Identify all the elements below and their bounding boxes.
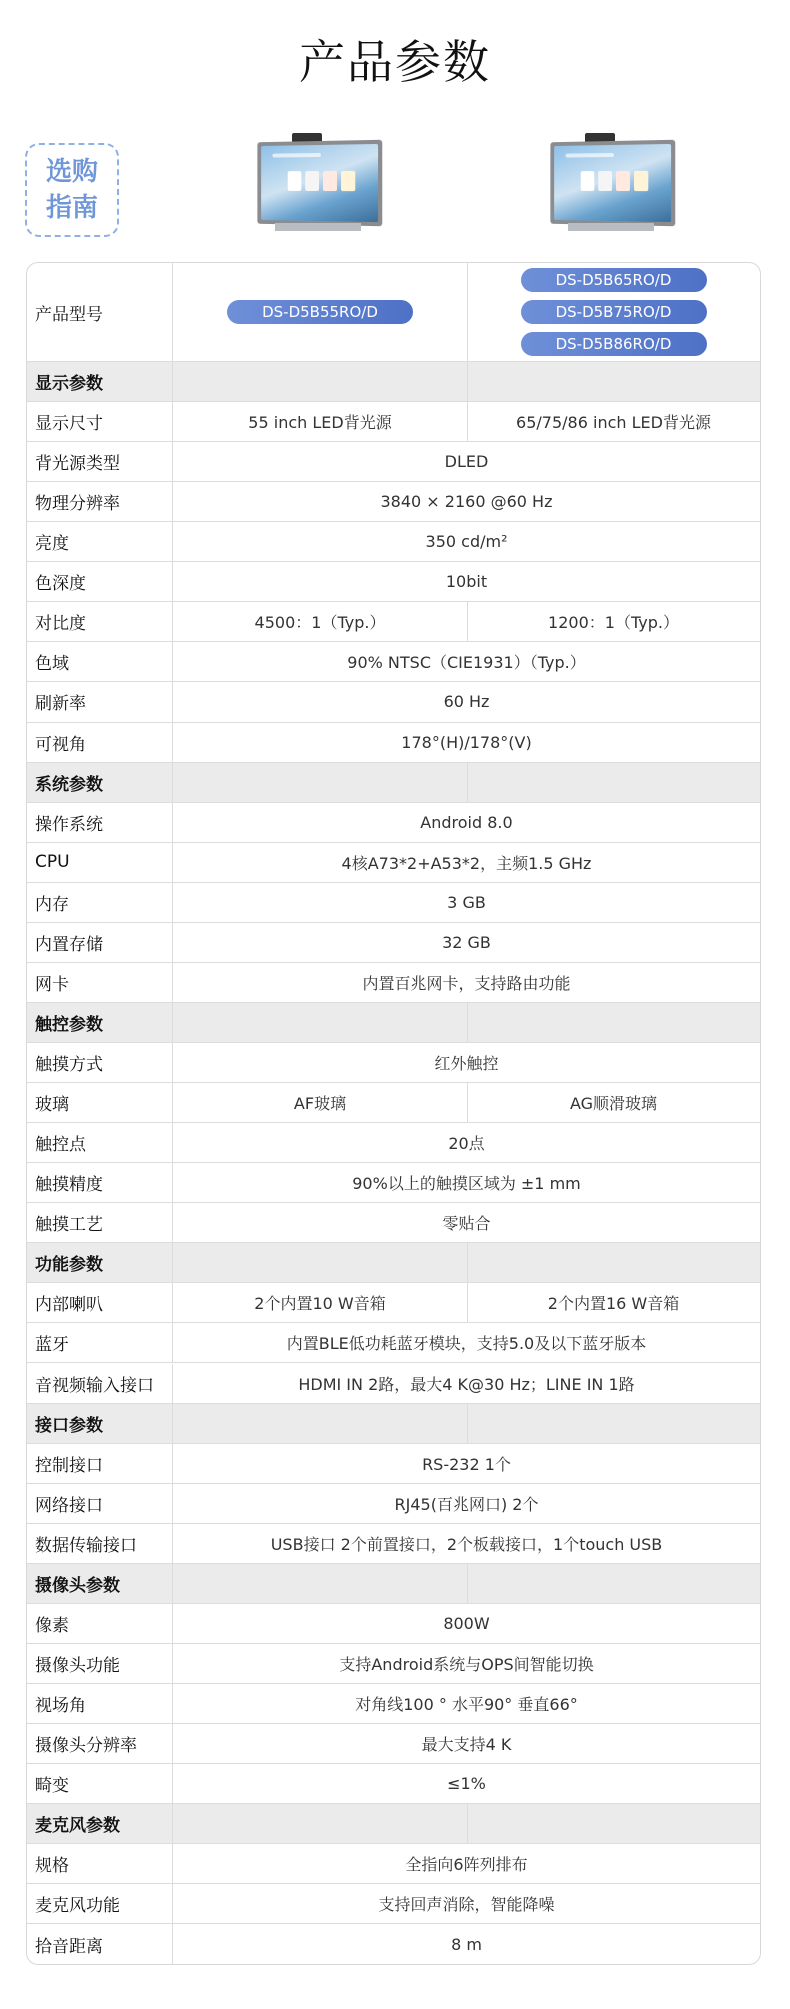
section-title: 显示参数: [27, 362, 173, 401]
spec-label: 触摸工艺: [27, 1203, 173, 1242]
spec-row: [27, 1644, 760, 1684]
spec-row: [27, 1764, 760, 1804]
spec-label: 网络接口: [27, 1484, 173, 1523]
spec-value-65-75-86: 1200：1（Typ.）: [548, 613, 679, 633]
spec-row: [27, 1283, 760, 1323]
spec-value: 10bit: [445, 572, 488, 592]
section-blank-cell: [173, 1404, 468, 1443]
section-header-row: [27, 1804, 760, 1844]
section-title: 麦克风参数: [27, 1804, 173, 1843]
spec-value: Android 8.0: [420, 812, 513, 832]
spec-row: [27, 1724, 760, 1764]
spec-value: 60 Hz: [443, 692, 490, 712]
spec-value: HDMI IN 2路，最大4 K@30 Hz；LINE IN 1路: [298, 1374, 635, 1394]
spec-row: [27, 1364, 760, 1404]
spec-row: [27, 723, 760, 763]
spec-row: [27, 602, 760, 642]
spec-value: 全指向6阵列排布: [405, 1855, 528, 1875]
spec-row: [27, 522, 760, 562]
row-label: 产品型号: [27, 263, 173, 361]
spec-value: 90%以上的触摸区域为 ±1 mm: [352, 1174, 581, 1194]
spec-row: [27, 1323, 760, 1363]
section-header-row: [27, 1404, 760, 1444]
spec-value: 32 GB: [442, 932, 491, 952]
guide-line-1: 选购: [45, 157, 98, 187]
spec-row: [27, 1924, 760, 1964]
spec-label: 摄像头功能: [27, 1644, 173, 1683]
model-row: [27, 263, 760, 362]
spec-label: 背光源类型: [27, 442, 173, 481]
spec-label: 畸变: [27, 1764, 173, 1803]
spec-value-55: AF玻璃: [173, 1083, 468, 1122]
spec-row: [27, 963, 760, 1003]
section-header-row: [27, 763, 760, 803]
spec-value: 90% NTSC（CIE1931）（Typ.）: [347, 653, 586, 673]
spec-value: 350 cd/m²: [425, 532, 508, 552]
section-title: 功能参数: [27, 1243, 173, 1282]
model-col-65-75-86: [467, 263, 760, 361]
spec-value: 最大支持4 K: [421, 1735, 512, 1755]
spec-value: 178°(H)/178°(V): [401, 732, 532, 752]
section-blank-cell: [173, 1003, 468, 1042]
spec-value: ≤1%: [447, 1774, 486, 1794]
spec-value: USB接口 2个前置接口，2个板载接口，1个touch USB: [270, 1534, 663, 1554]
spec-label: 刷新率: [27, 682, 173, 721]
page-title: 产品参数: [299, 35, 491, 89]
display-frame: [257, 140, 382, 227]
spec-label: 音视频输入接口: [27, 1364, 173, 1403]
spec-label: 网卡: [27, 963, 173, 1002]
spec-label: 亮度: [27, 522, 173, 561]
spec-row: [27, 1524, 760, 1564]
spec-row: [27, 1163, 760, 1203]
section-blank-cell: [173, 763, 468, 802]
spec-label: 触摸精度: [27, 1163, 173, 1202]
spec-row: [27, 1604, 760, 1644]
model-pill: DS-D5B75RO/D: [521, 300, 707, 324]
spec-row: [27, 1484, 760, 1524]
spec-label: 内存: [27, 883, 173, 922]
section-blank-cell: [173, 1804, 468, 1843]
spec-value: 内置BLE低功耗蓝牙模块，支持5.0及以下蓝牙版本: [286, 1334, 647, 1354]
spec-row: [27, 1043, 760, 1083]
spec-label: 内置存储: [27, 923, 173, 962]
spec-label: 麦克风功能: [27, 1884, 173, 1923]
spec-label: 触控点: [27, 1123, 173, 1162]
spec-row: [27, 1444, 760, 1484]
model-pill: DS-D5B65RO/D: [521, 268, 707, 292]
spec-value-65-75-86: AG顺滑玻璃: [569, 1094, 658, 1114]
spec-label: 物理分辨率: [27, 482, 173, 521]
spec-label: 控制接口: [27, 1444, 173, 1483]
spec-row: [27, 1884, 760, 1924]
spec-row: [27, 1123, 760, 1163]
product-image-55: [255, 127, 381, 239]
spec-value: 800W: [443, 1613, 490, 1633]
section-blank-cell: [173, 1564, 468, 1603]
spec-label: 摄像头分辨率: [27, 1724, 173, 1763]
display-frame: [550, 140, 675, 227]
spec-value-55: 4500：1（Typ.）: [173, 602, 468, 641]
spec-value: RS-232 1个: [422, 1454, 511, 1474]
model-pill: DS-D5B55RO/D: [227, 300, 413, 324]
spec-label: 色域: [27, 642, 173, 681]
spec-row: [27, 1844, 760, 1884]
section-title: 系统参数: [27, 763, 173, 802]
product-image-65-75-86: [548, 127, 674, 239]
section-title: 摄像头参数: [27, 1564, 173, 1603]
spec-label: 规格: [27, 1844, 173, 1883]
spec-value: 20点: [448, 1134, 485, 1154]
spec-label: 可视角: [27, 723, 173, 762]
section-header-row: [27, 1003, 760, 1043]
spec-row: [27, 442, 760, 482]
section-title: 接口参数: [27, 1404, 173, 1443]
section-header-row: [27, 1564, 760, 1604]
spec-value: 4核A73*2+A53*2，主频1.5 GHz: [341, 853, 592, 873]
spec-label: 对比度: [27, 602, 173, 641]
spec-row: [27, 642, 760, 682]
spec-label: 蓝牙: [27, 1323, 173, 1362]
spec-label: 拾音距离: [27, 1924, 173, 1964]
section-blank-cell: [173, 1243, 468, 1282]
spec-label: 色深度: [27, 562, 173, 601]
spec-value-55: 55 inch LED背光源: [173, 402, 468, 441]
section-header-row: [27, 362, 760, 402]
spec-label: 内部喇叭: [27, 1283, 173, 1322]
spec-label: 像素: [27, 1604, 173, 1643]
spec-label: 操作系统: [27, 803, 173, 842]
spec-value: 3840 × 2160 @60 Hz: [380, 492, 553, 512]
spec-row: [27, 1083, 760, 1123]
spec-label: 玻璃: [27, 1083, 173, 1122]
section-title: 触控参数: [27, 1003, 173, 1042]
spec-row: [27, 843, 760, 883]
spec-value: 对角线100 ° 水平90° 垂直66°: [355, 1694, 578, 1714]
spec-label: 数据传输接口: [27, 1524, 173, 1563]
spec-value: RJ45(百兆网口) 2个: [394, 1494, 539, 1514]
spec-value-55: 2个内置10 W音箱: [173, 1283, 468, 1322]
spec-label: 触摸方式: [27, 1043, 173, 1082]
spec-value: 红外触控: [434, 1054, 499, 1074]
spec-row: [27, 803, 760, 843]
section-header-row: [27, 1243, 760, 1283]
spec-label: 视场角: [27, 1684, 173, 1723]
spec-value-65-75-86: 65/75/86 inch LED背光源: [516, 413, 711, 433]
spec-row: [27, 923, 760, 963]
spec-row: [27, 1203, 760, 1243]
guide-line-2: 指南: [45, 193, 98, 223]
spec-table: [26, 262, 761, 1965]
spec-value: 内置百兆网卡，支持路由功能: [362, 973, 571, 993]
spec-value: 8 m: [451, 1934, 482, 1954]
spec-value: DLED: [444, 452, 489, 472]
spec-label: 显示尺寸: [27, 402, 173, 441]
spec-row: [27, 682, 760, 722]
spec-value: 零贴合: [442, 1214, 491, 1234]
model-col-55: [173, 263, 468, 361]
spec-row: [27, 402, 760, 442]
spec-row: [27, 1684, 760, 1724]
section-blank-cell: [173, 362, 468, 401]
spec-value: 支持回声消除，智能降噪: [378, 1895, 555, 1915]
spec-row: [27, 482, 760, 522]
buying-guide-badge: [25, 143, 119, 237]
model-pill: DS-D5B86RO/D: [521, 332, 707, 356]
spec-row: [27, 883, 760, 923]
spec-value: 支持Android系统与OPS间智能切换: [339, 1654, 594, 1674]
spec-value: 3 GB: [447, 892, 486, 912]
spec-label: CPU: [27, 843, 173, 882]
spec-value-65-75-86: 2个内置16 W音箱: [547, 1294, 680, 1314]
spec-row: [27, 562, 760, 602]
